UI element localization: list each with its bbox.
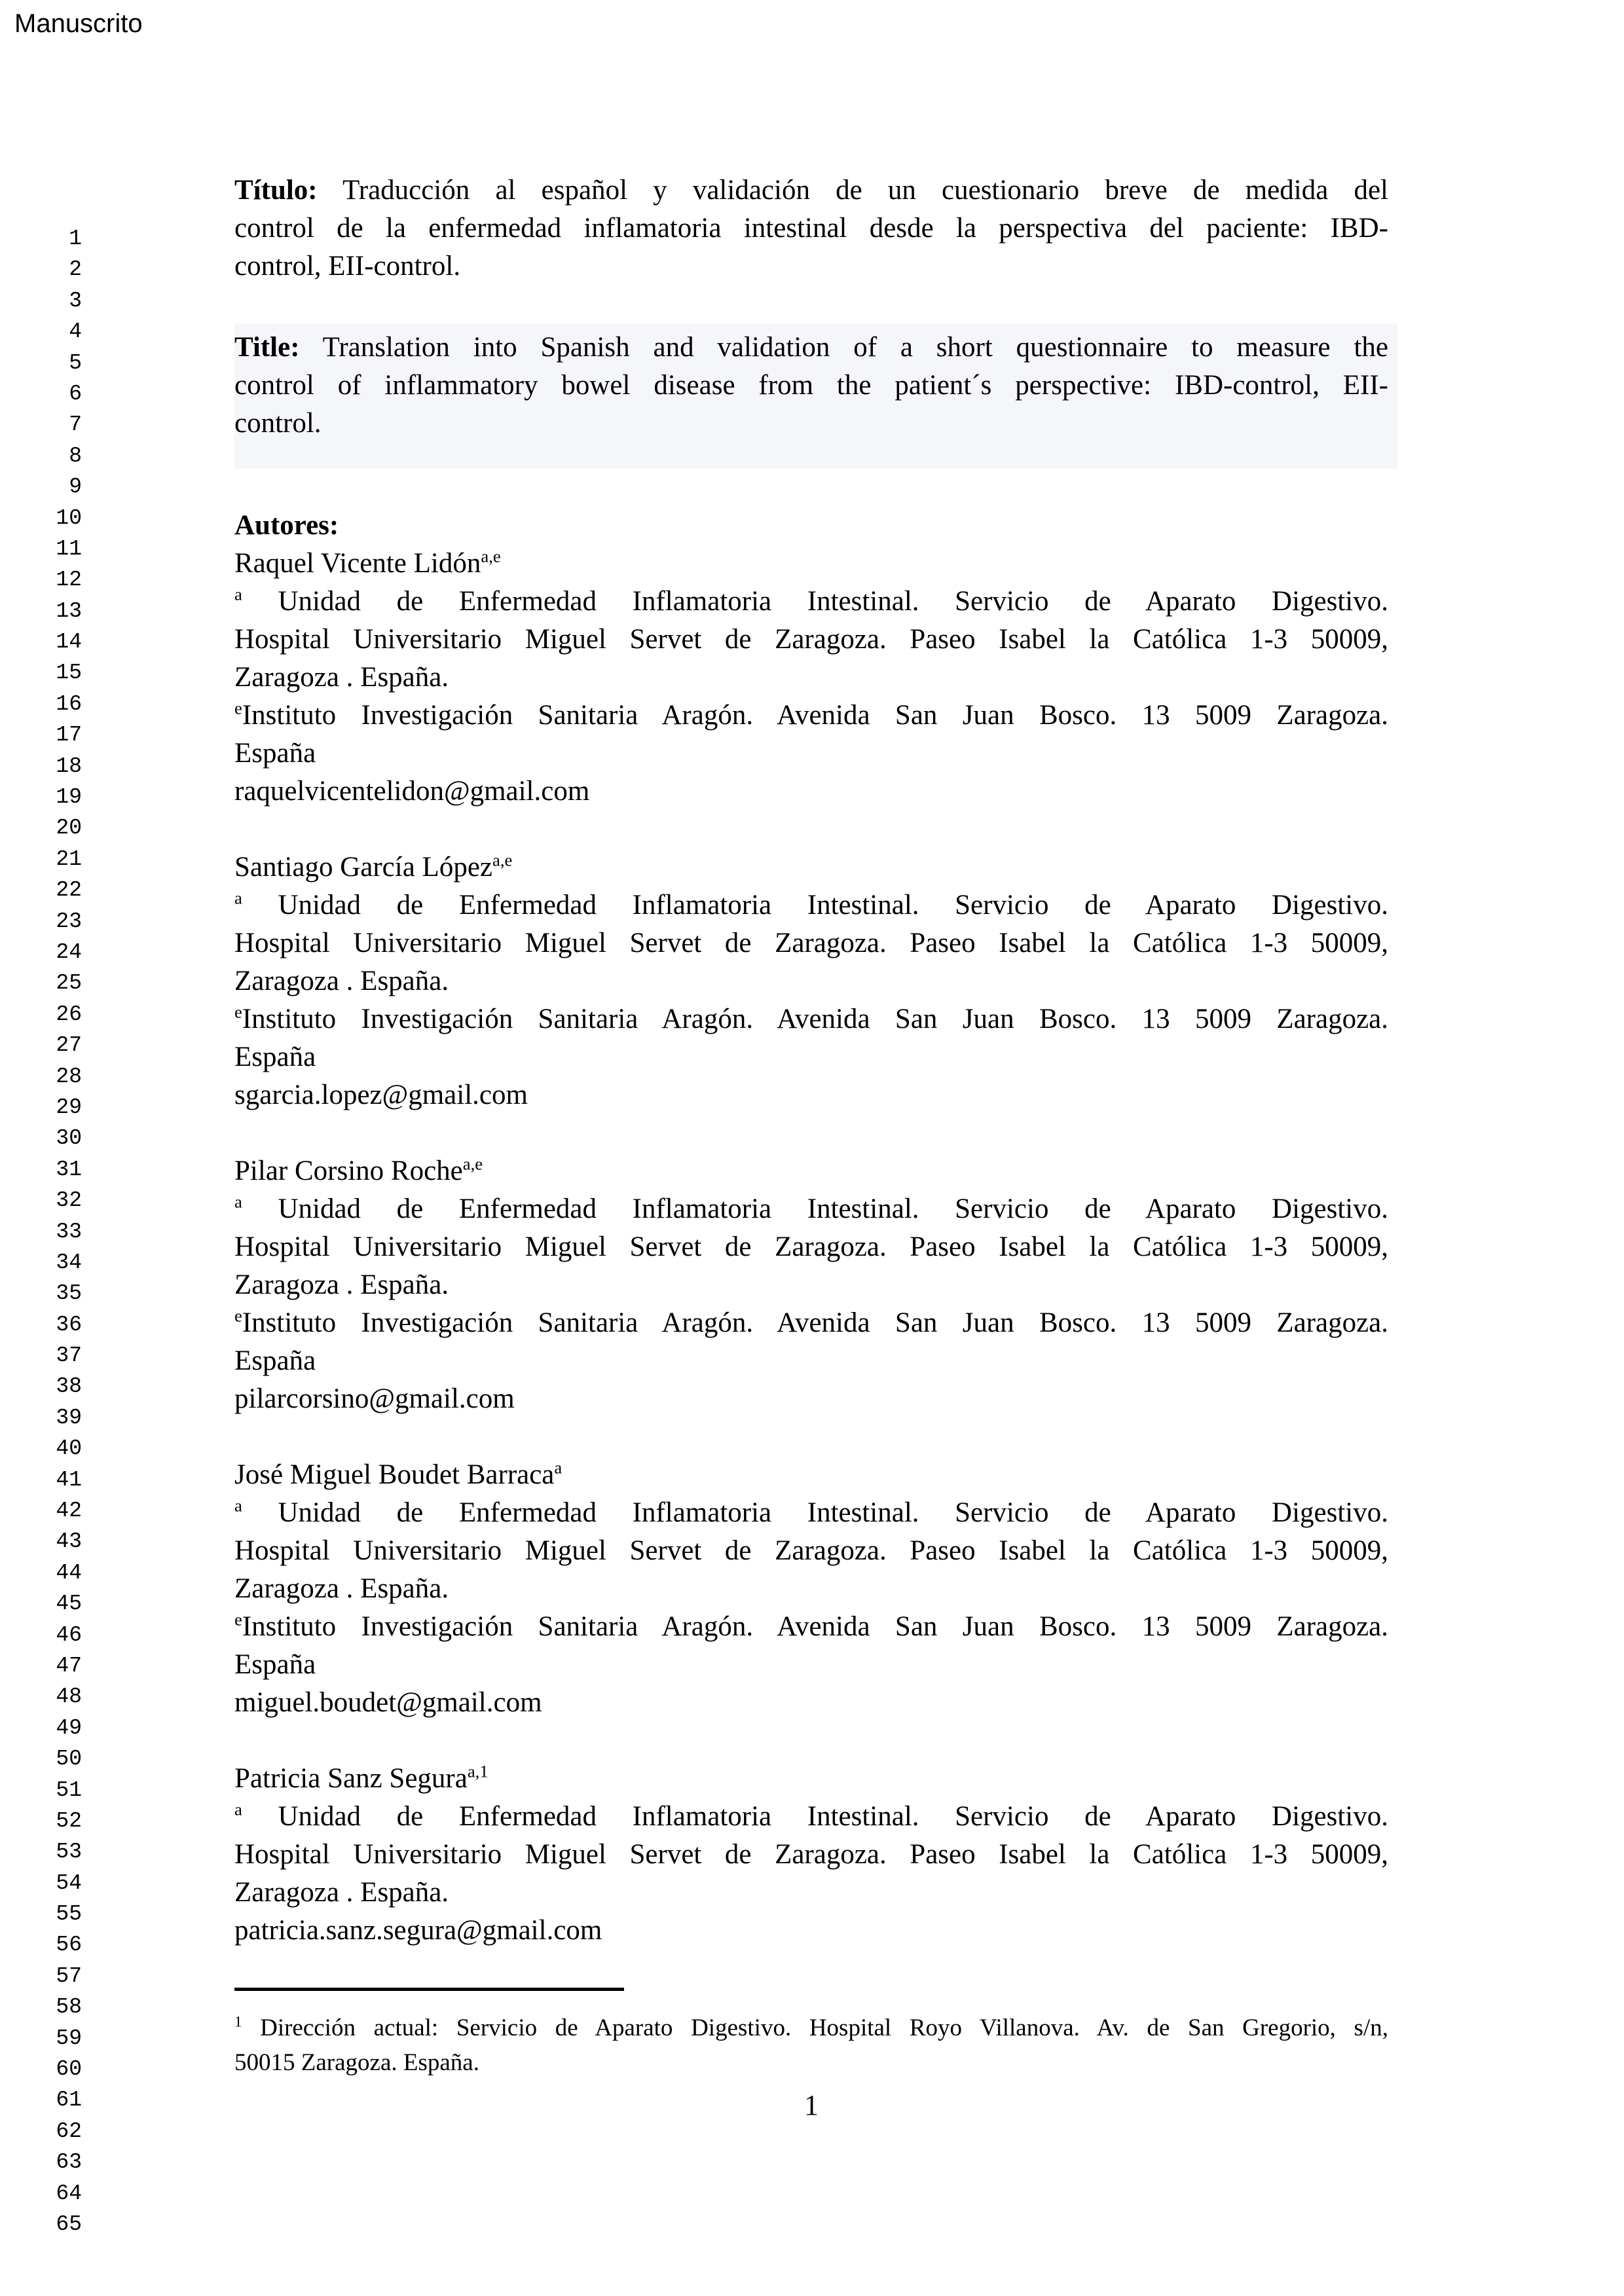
line-number: 21 bbox=[56, 847, 82, 871]
text-segment: Zaragoza . España. bbox=[234, 1269, 449, 1300]
line-number: 25 bbox=[56, 971, 82, 996]
text-segment: control de la enfermedad inflamatoria intestinal desde la perspectiva del paciente: IBD- bbox=[234, 213, 1388, 244]
line-number: 52 bbox=[56, 1808, 82, 1833]
text-line bbox=[234, 2011, 1388, 2045]
line-number: 37 bbox=[56, 1343, 82, 1368]
line-number: 49 bbox=[56, 1715, 82, 1740]
text-segment: control of inflammatory bowel disease from the patient´s perspective: IBD-control, EII- bbox=[234, 370, 1388, 401]
line-number: 18 bbox=[56, 754, 82, 778]
text-line bbox=[234, 848, 1388, 886]
line-number: 65 bbox=[56, 2212, 82, 2236]
superscript: e bbox=[234, 1609, 242, 1630]
document-type-label: Manuscrito bbox=[14, 9, 143, 38]
line-number: 9 bbox=[69, 475, 82, 500]
line-number: 54 bbox=[56, 1870, 82, 1895]
line-number: 20 bbox=[56, 816, 82, 841]
line-number: 45 bbox=[56, 1592, 82, 1616]
line-number: 22 bbox=[56, 878, 82, 903]
line-number: 3 bbox=[69, 288, 82, 313]
text-segment: España bbox=[234, 1042, 316, 1072]
superscript: a,e bbox=[492, 850, 513, 870]
line-number: 8 bbox=[69, 443, 82, 468]
text-segment: Santiago García López bbox=[234, 852, 492, 883]
text-segment: José Miguel Boudet Barraca bbox=[234, 1459, 555, 1490]
line-number: 32 bbox=[56, 1188, 82, 1213]
text-line bbox=[234, 1076, 1388, 1114]
text-segment: Hospital Universitario Miguel Servet de Zaragoza. Paseo Isabel la Católica 1-3 50009, bbox=[234, 1839, 1388, 1870]
bold-text: Title: bbox=[234, 332, 300, 363]
line-number: 10 bbox=[56, 505, 82, 530]
text-segment: control. bbox=[234, 408, 322, 439]
text-line bbox=[234, 507, 1388, 545]
text-line bbox=[234, 583, 1388, 621]
text-line bbox=[234, 1684, 1388, 1722]
line-number: 46 bbox=[56, 1622, 82, 1647]
line-number: 58 bbox=[56, 1995, 82, 2020]
superscript: a bbox=[234, 888, 242, 908]
text-segment: Instituto Investigación Sanitaria Aragón. Avenida San Juan Bosco. 13 5009 Zaragoza. bbox=[242, 700, 1388, 731]
manuscript-text-column bbox=[234, 172, 1388, 2080]
line-number: 60 bbox=[56, 2057, 82, 2082]
text-line bbox=[234, 735, 1388, 773]
line-number: 29 bbox=[56, 1095, 82, 1120]
text-line bbox=[234, 1000, 1388, 1038]
line-number: 40 bbox=[56, 1436, 82, 1461]
text-line bbox=[234, 1304, 1388, 1342]
line-number: 6 bbox=[69, 381, 82, 406]
text-segment: Instituto Investigación Sanitaria Aragón. Avenida San Juan Bosco. 13 5009 Zaragoza. bbox=[242, 1307, 1388, 1338]
line-number: 48 bbox=[56, 1685, 82, 1709]
text-segment: miguel.boudet@gmail.com bbox=[234, 1687, 542, 1718]
superscript: a,e bbox=[481, 546, 501, 566]
text-line bbox=[234, 773, 1388, 811]
text-segment: sgarcia.lopez@gmail.com bbox=[234, 1080, 528, 1110]
line-number: 42 bbox=[56, 1499, 82, 1523]
line-number: 23 bbox=[56, 909, 82, 934]
line-number: 62 bbox=[56, 2119, 82, 2143]
line-number: 11 bbox=[56, 536, 82, 561]
text-segment: Translation into Spanish and validation of a short questionnaire to measure the bbox=[299, 332, 1388, 363]
line-number: 50 bbox=[56, 1747, 82, 1772]
text-line bbox=[234, 1456, 1388, 1494]
superscript: 1 bbox=[234, 2013, 242, 2030]
line-number: 61 bbox=[56, 2088, 82, 2113]
text-line bbox=[234, 1760, 1388, 1798]
superscript: a bbox=[234, 584, 242, 604]
text-line bbox=[234, 697, 1388, 735]
superscript: a,1 bbox=[467, 1761, 489, 1781]
text-line bbox=[234, 172, 1388, 210]
line-number: 36 bbox=[56, 1312, 82, 1337]
text-segment: pilarcorsino@gmail.com bbox=[234, 1383, 515, 1414]
text-segment: Patricia Sanz Segura bbox=[234, 1763, 468, 1794]
text-segment: Zaragoza . España. bbox=[234, 1877, 449, 1908]
superscript: e bbox=[234, 1002, 242, 1022]
text-segment: Zaragoza . España. bbox=[234, 662, 449, 693]
line-number: 41 bbox=[56, 1467, 82, 1492]
text-line bbox=[234, 367, 1388, 405]
text-segment: Unidad de Enfermedad Inflamatoria Intestinal. Servicio de Aparato Digestivo. bbox=[242, 1194, 1388, 1224]
title-en bbox=[234, 323, 1397, 469]
superscript: e bbox=[234, 1305, 242, 1326]
line-number: 57 bbox=[56, 1963, 82, 1988]
text-segment: raquelvicentelidon@gmail.com bbox=[234, 776, 590, 807]
text-segment: 50015 Zaragoza. España. bbox=[234, 2049, 479, 2076]
text-segment: patricia.sanz.segura@gmail.com bbox=[234, 1915, 602, 1946]
text-line bbox=[234, 545, 1388, 583]
text-segment: España bbox=[234, 1345, 316, 1376]
text-line bbox=[234, 210, 1388, 247]
superscript: a bbox=[234, 1192, 242, 1212]
line-number: 28 bbox=[56, 1064, 82, 1089]
line-number: 55 bbox=[56, 1902, 82, 1927]
footnote bbox=[234, 1988, 1388, 2080]
superscript: a bbox=[234, 1495, 242, 1516]
text-segment: Instituto Investigación Sanitaria Aragón. Avenida San Juan Bosco. 13 5009 Zaragoza. bbox=[242, 1004, 1388, 1034]
superscript: a,e bbox=[462, 1154, 483, 1174]
line-number: 63 bbox=[56, 2150, 82, 2175]
text-segment: Zaragoza . España. bbox=[234, 966, 449, 996]
text-line bbox=[234, 1874, 1388, 1912]
text-line bbox=[234, 2045, 1388, 2080]
line-number: 1 bbox=[69, 227, 82, 251]
line-number: 4 bbox=[69, 319, 82, 344]
text-line bbox=[234, 1266, 1388, 1304]
authors-heading bbox=[234, 507, 1388, 545]
line-number: 43 bbox=[56, 1529, 82, 1554]
text-line bbox=[234, 962, 1388, 1000]
line-number: 16 bbox=[56, 691, 82, 716]
text-segment: España bbox=[234, 738, 316, 769]
superscript: a bbox=[234, 1799, 242, 1819]
line-number: 7 bbox=[69, 412, 82, 437]
line-number: 35 bbox=[56, 1281, 82, 1306]
title-es bbox=[234, 172, 1388, 285]
text-line bbox=[234, 1342, 1388, 1380]
line-number-column bbox=[20, 223, 82, 2240]
superscript: e bbox=[234, 698, 242, 718]
superscript: a bbox=[554, 1457, 563, 1478]
line-number: 19 bbox=[56, 785, 82, 810]
author-jose-miguel-boudet-barraca bbox=[234, 1456, 1388, 1722]
text-line bbox=[234, 1038, 1388, 1076]
text-line bbox=[234, 621, 1388, 659]
footnote-divider bbox=[234, 1988, 624, 1991]
line-number: 44 bbox=[56, 1560, 82, 1585]
line-number: 26 bbox=[56, 1002, 82, 1027]
text-line bbox=[234, 1380, 1388, 1418]
line-number: 33 bbox=[56, 1219, 82, 1244]
text-line bbox=[234, 1228, 1388, 1266]
bold-text: Título: bbox=[234, 175, 318, 206]
line-number: 17 bbox=[56, 723, 82, 748]
line-number: 64 bbox=[56, 2181, 82, 2206]
page-number: 1 bbox=[804, 2089, 819, 2121]
text-line bbox=[234, 1152, 1388, 1190]
line-number: 14 bbox=[56, 630, 82, 655]
text-segment: control, EII-control. bbox=[234, 251, 461, 282]
bold-text: Autores: bbox=[234, 510, 339, 541]
text-segment: Traducción al español y validación de un cuestionario breve de medida del bbox=[317, 175, 1388, 206]
text-segment: Pilar Corsino Roche bbox=[234, 1156, 463, 1186]
author-patricia-sanz-segura bbox=[234, 1760, 1388, 1950]
line-number: 56 bbox=[56, 1933, 82, 1958]
line-number: 38 bbox=[56, 1374, 82, 1399]
line-number: 12 bbox=[56, 568, 82, 592]
line-number: 53 bbox=[56, 1840, 82, 1865]
text-line bbox=[234, 1494, 1388, 1532]
text-segment: Raquel Vicente Lidón bbox=[234, 548, 481, 579]
text-segment: Hospital Universitario Miguel Servet de Zaragoza. Paseo Isabel la Católica 1-3 50009, bbox=[234, 624, 1388, 655]
text-line bbox=[234, 247, 1388, 285]
text-segment: España bbox=[234, 1649, 316, 1680]
text-segment: Instituto Investigación Sanitaria Aragón. Avenida San Juan Bosco. 13 5009 Zaragoza. bbox=[242, 1611, 1388, 1642]
text-line bbox=[234, 1570, 1388, 1608]
text-line bbox=[234, 1532, 1388, 1570]
text-line bbox=[234, 886, 1388, 924]
line-number: 31 bbox=[56, 1157, 82, 1182]
line-number: 39 bbox=[56, 1405, 82, 1430]
text-segment: Hospital Universitario Miguel Servet de Zaragoza. Paseo Isabel la Católica 1-3 50009, bbox=[234, 1231, 1388, 1262]
line-number: 24 bbox=[56, 939, 82, 964]
line-number: 47 bbox=[56, 1653, 82, 1678]
line-number: 2 bbox=[69, 257, 82, 282]
text-line bbox=[234, 1798, 1388, 1836]
text-line bbox=[234, 659, 1388, 697]
line-number: 51 bbox=[56, 1777, 82, 1802]
line-number: 13 bbox=[56, 598, 82, 623]
line-number: 5 bbox=[69, 350, 82, 375]
line-number: 30 bbox=[56, 1126, 82, 1151]
text-line bbox=[234, 1608, 1388, 1646]
text-line bbox=[234, 924, 1388, 962]
text-line bbox=[234, 1836, 1388, 1874]
line-number: 34 bbox=[56, 1250, 82, 1275]
line-number: 15 bbox=[56, 661, 82, 685]
author-santiago-garcia-lopez bbox=[234, 848, 1388, 1114]
text-segment: Unidad de Enfermedad Inflamatoria Intestinal. Servicio de Aparato Digestivo. bbox=[242, 1497, 1388, 1528]
text-segment: Hospital Universitario Miguel Servet de Zaragoza. Paseo Isabel la Católica 1-3 50009, bbox=[234, 928, 1388, 958]
text-segment: Dirección actual: Servicio de Aparato Digestivo. Hospital Royo Villanova. Av. de San Gregorio, s/n, bbox=[242, 2014, 1388, 2041]
text-line bbox=[234, 1646, 1388, 1684]
text-line bbox=[234, 1912, 1388, 1950]
text-segment: Zaragoza . España. bbox=[234, 1573, 449, 1604]
text-segment: Hospital Universitario Miguel Servet de Zaragoza. Paseo Isabel la Católica 1-3 50009, bbox=[234, 1535, 1388, 1566]
line-number: 27 bbox=[56, 1033, 82, 1058]
text-line bbox=[234, 329, 1388, 367]
text-line bbox=[234, 1190, 1388, 1228]
author-raquel-vicente-lidon bbox=[234, 545, 1388, 811]
text-segment: Unidad de Enfermedad Inflamatoria Intestinal. Servicio de Aparato Digestivo. bbox=[242, 1801, 1388, 1832]
text-line bbox=[234, 405, 1388, 443]
text-segment: Unidad de Enfermedad Inflamatoria Intestinal. Servicio de Aparato Digestivo. bbox=[242, 890, 1388, 920]
text-segment: Unidad de Enfermedad Inflamatoria Intestinal. Servicio de Aparato Digestivo. bbox=[242, 586, 1388, 617]
author-pilar-corsino-roche bbox=[234, 1152, 1388, 1418]
line-number: 59 bbox=[56, 2026, 82, 2050]
